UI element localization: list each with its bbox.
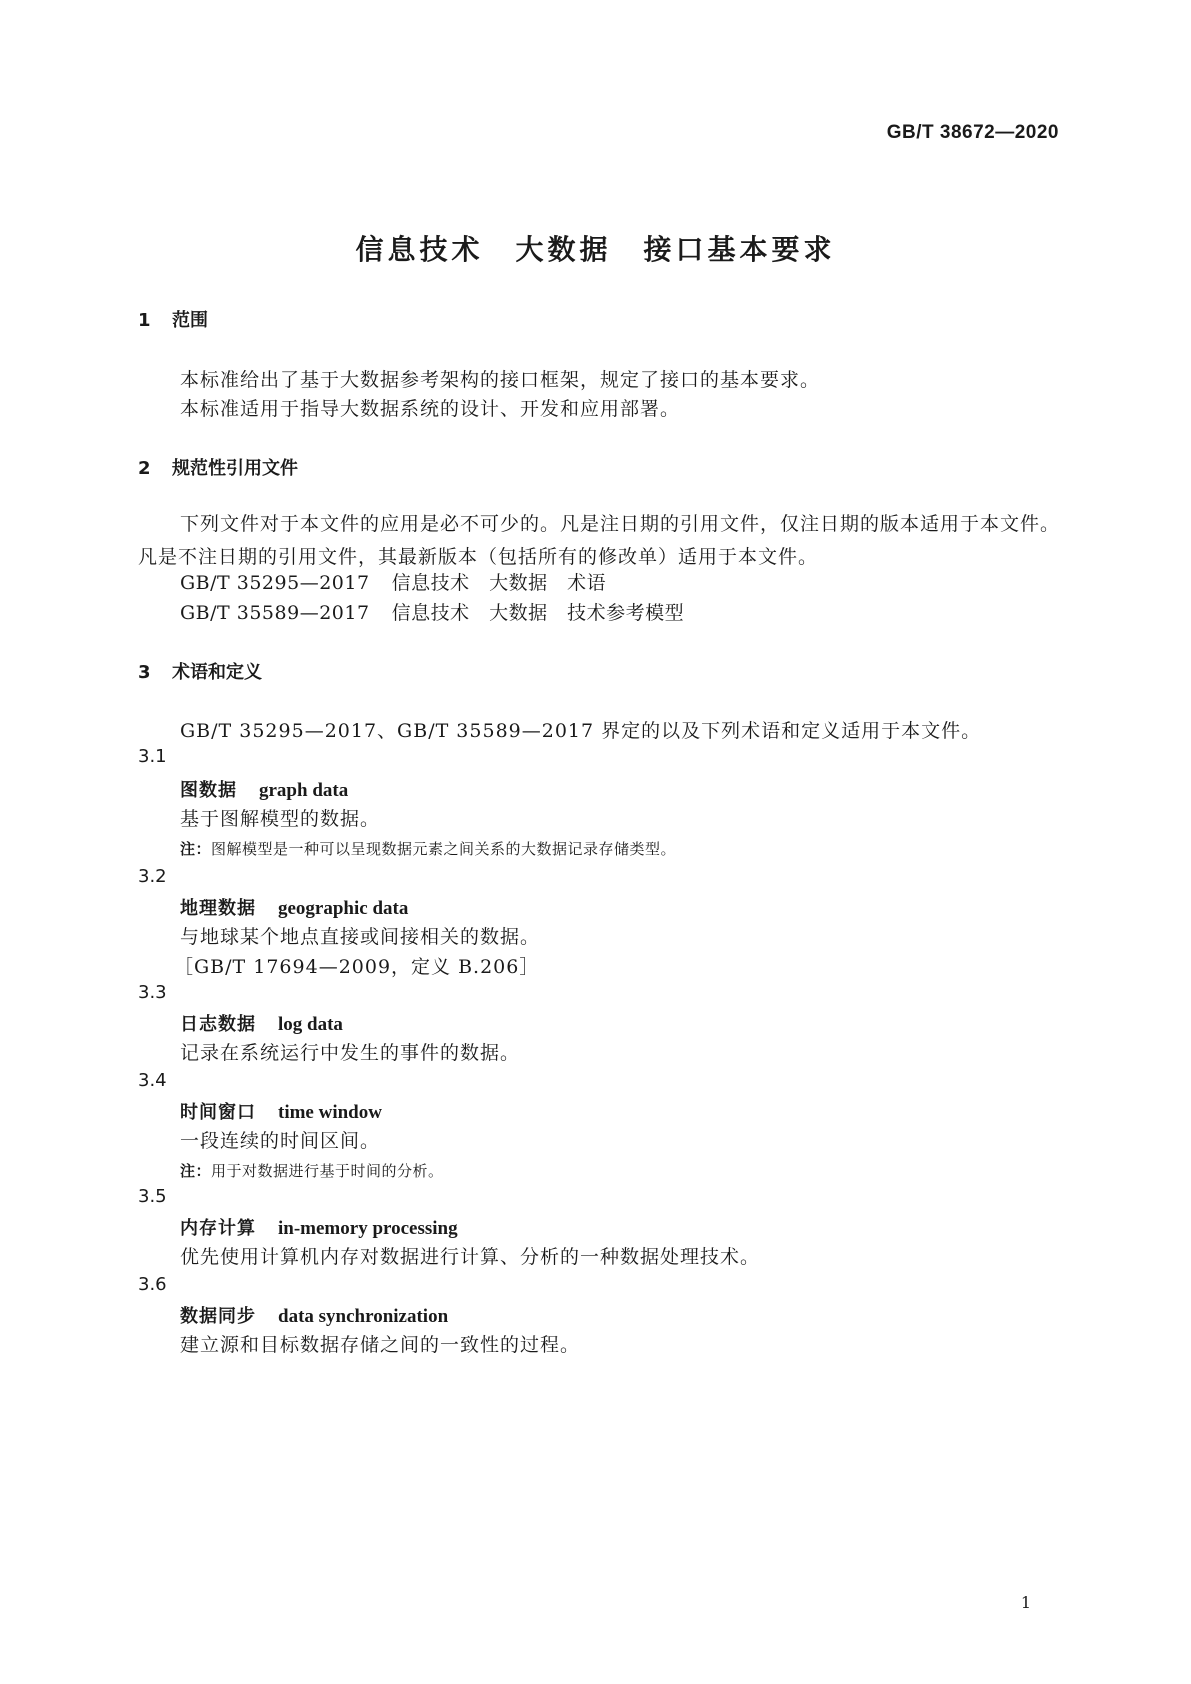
section-heading-3 (138, 658, 262, 684)
term-definition: 记录在系统运行中发生的事件的数据。 (180, 1042, 521, 1064)
note-label: 注： (180, 1162, 212, 1180)
term-note (180, 838, 676, 859)
term-zh: 日志数据 (180, 1014, 256, 1035)
term-number: 3.1 (138, 746, 167, 767)
reference-title: 信息技术 大数据 技术参考模型 (391, 602, 685, 624)
term-zh: 内存计算 (180, 1218, 256, 1239)
document-title: 信息技术 大数据 接口基本要求 (355, 233, 836, 266)
term-en: geographic data (278, 898, 409, 919)
term-zh: 地理数据 (180, 898, 256, 919)
term-definition: 建立源和目标数据存储之间的一致性的过程。 (180, 1334, 581, 1356)
term-zh: 数据同步 (180, 1306, 256, 1327)
term-number: 3.3 (138, 982, 167, 1003)
term-name (180, 1098, 382, 1124)
term-en: time window (278, 1102, 382, 1123)
paragraph: 本标准适用于指导大数据系统的设计、开发和应用部署。 (180, 398, 681, 420)
section-number: 3 (138, 662, 151, 683)
term-zh: 图数据 (180, 780, 237, 801)
term-en: in-memory processing (278, 1218, 458, 1239)
term-number: 3.2 (138, 866, 167, 887)
term-definition: 与地球某个地点直接或间接相关的数据。 (180, 926, 541, 948)
section-title: 范围 (172, 310, 208, 331)
paragraph: GB/T 35295—2017、GB/T 35589—2017 界定的以及下列术语和定义适用于本文件。 (180, 720, 982, 742)
term-name (180, 776, 348, 802)
page-number: 1 (1020, 1593, 1031, 1612)
term-en: graph data (259, 780, 349, 801)
term-en: log data (278, 1014, 343, 1035)
note-text: 图解模型是一种可以呈现数据元素之间关系的大数据记录存储类型。 (211, 840, 677, 858)
term-name (180, 1010, 343, 1036)
term-note (180, 1160, 444, 1181)
standard-code: GB/T 38672—2020 (886, 122, 1059, 143)
term-name (180, 894, 408, 920)
term-definition: 一段连续的时间区间。 (180, 1130, 381, 1152)
term-definition: 基于图解模型的数据。 (180, 808, 381, 830)
term-number: 3.6 (138, 1274, 167, 1295)
section-heading-2 (138, 454, 298, 480)
term-number: 3.4 (138, 1070, 167, 1091)
reference-code: GB/T 35295—2017 (180, 572, 370, 594)
section-title: 术语和定义 (172, 662, 262, 683)
term-definition: 优先使用计算机内存对数据进行计算、分析的一种数据处理技术。 (180, 1246, 761, 1268)
paragraph: 本标准给出了基于大数据参考架构的接口框架，规定了接口的基本要求。 (180, 369, 821, 391)
term-zh: 时间窗口 (180, 1102, 256, 1123)
term-number: 3.5 (138, 1186, 167, 1207)
term-name (180, 1214, 458, 1240)
section-number: 1 (138, 310, 151, 331)
paragraph: 下列文件对于本文件的应用是必不可少的。凡是注日期的引用文件，仅注日期的版本适用于本文件。凡是不注日期的引用文件，其最新版本（包括所有的修改单）适用于本文件。 (138, 513, 1061, 568)
note-label: 注： (180, 840, 212, 858)
term-name (180, 1302, 448, 1328)
normative-reference (180, 568, 606, 595)
normative-reference (180, 598, 684, 625)
reference-code: GB/T 35589—2017 (180, 602, 370, 624)
term-source: ［GB/T 17694—2009，定义 B.206］ (174, 956, 540, 978)
section-heading-1 (138, 306, 208, 332)
note-text: 用于对数据进行基于时间的分析。 (211, 1162, 444, 1180)
section-number: 2 (138, 458, 151, 479)
section-title: 规范性引用文件 (172, 458, 298, 479)
reference-title: 信息技术 大数据 术语 (391, 572, 607, 594)
term-en: data synchronization (278, 1306, 449, 1327)
